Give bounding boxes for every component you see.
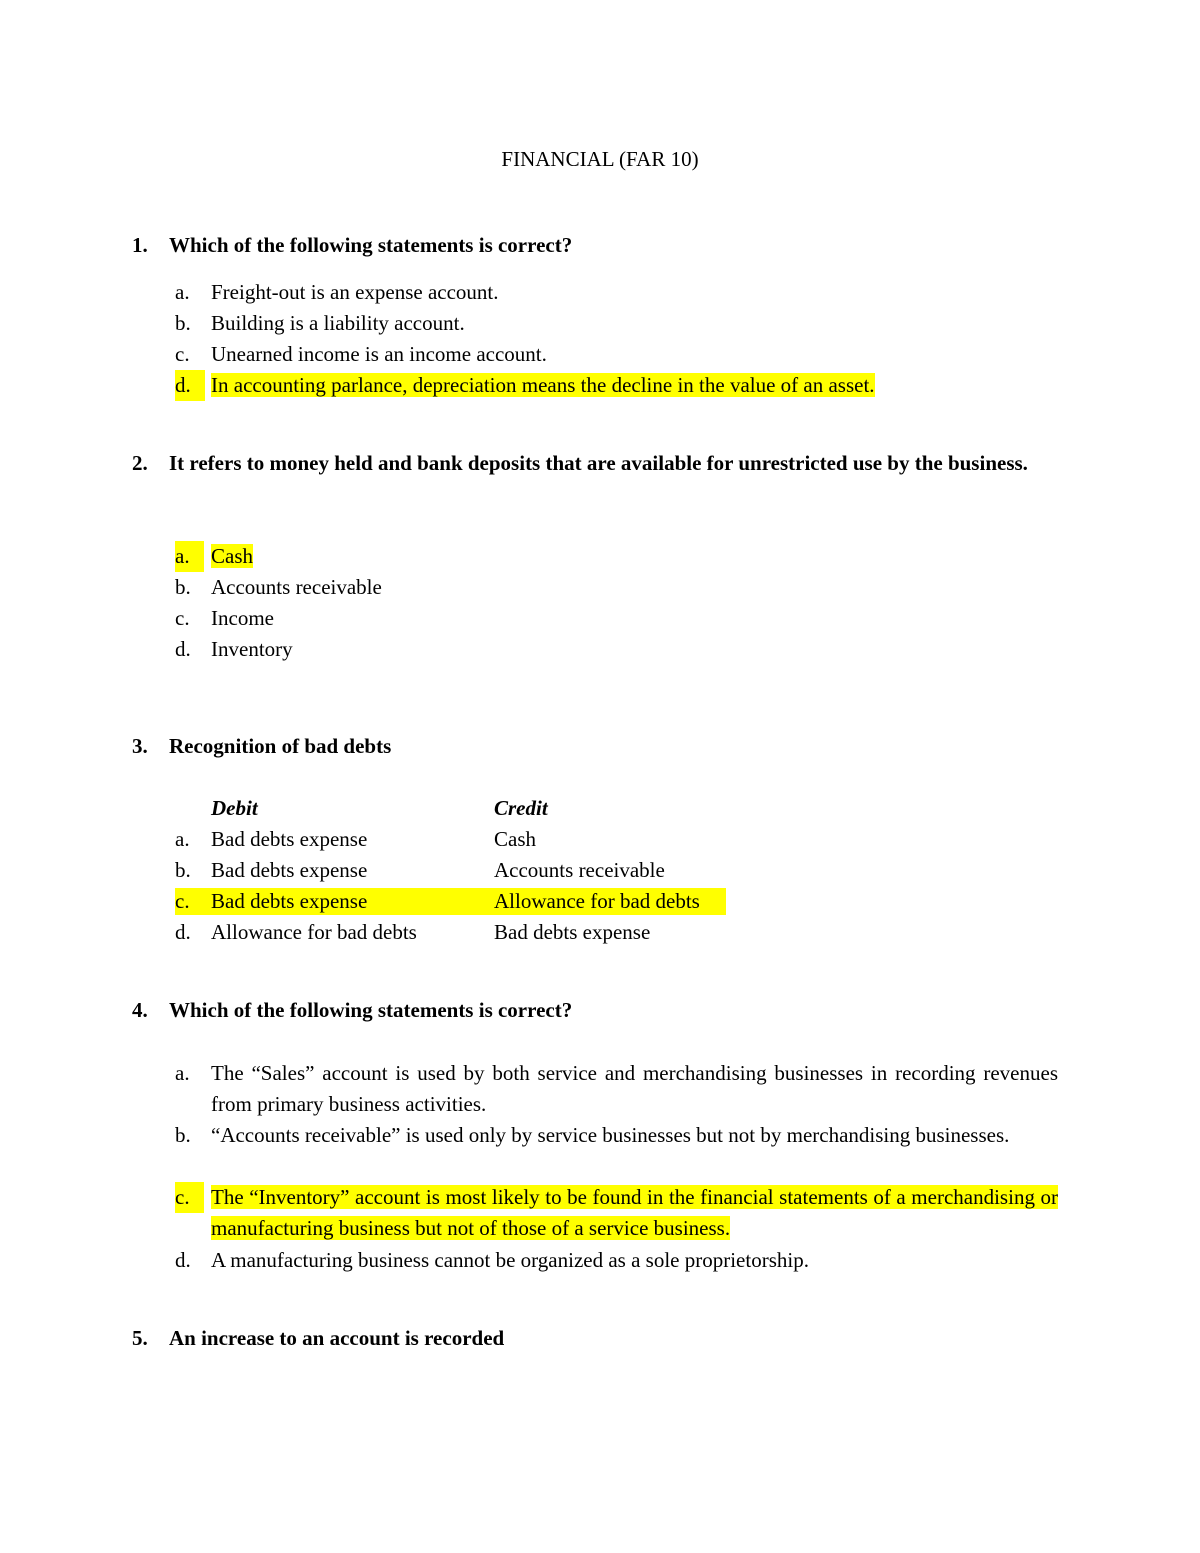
q4-option-d bbox=[175, 1245, 1058, 1276]
q1-option-a bbox=[175, 277, 1058, 308]
option-letter: b. bbox=[175, 575, 191, 599]
option-letter: c. bbox=[175, 606, 190, 630]
question-text: It refers to money held and bank deposits that are available for unrestricted use by the business. bbox=[169, 451, 1028, 475]
debit-cell: Bad debts expense bbox=[211, 889, 368, 913]
q4-option-a bbox=[175, 1058, 1058, 1120]
question-text: Which of the following statements is correct? bbox=[169, 998, 573, 1022]
option-letter: d. bbox=[175, 1248, 191, 1272]
question-text: An increase to an account is recorded bbox=[169, 1326, 505, 1350]
option-text: Unearned income is an income account. bbox=[211, 342, 547, 366]
question-5 bbox=[132, 1323, 1058, 1354]
option-text: Income bbox=[211, 606, 274, 630]
option-text: Freight-out is an expense account. bbox=[211, 280, 499, 304]
question-2 bbox=[132, 448, 1058, 479]
option-text: Building is a liability account. bbox=[211, 311, 465, 335]
option-letter: c. bbox=[175, 342, 190, 366]
q2-option-a-correct bbox=[175, 541, 1058, 572]
q1-option-c bbox=[175, 339, 1058, 370]
option-text-highlighted: Cash bbox=[211, 544, 253, 568]
debit-header: Debit bbox=[211, 796, 258, 820]
option-letter: c. bbox=[175, 889, 190, 913]
credit-cell: Bad debts expense bbox=[494, 920, 651, 944]
option-text: “Accounts receivable” is used only by service businesses but not by merchandising businesses. bbox=[211, 1123, 1010, 1147]
credit-cell: Cash bbox=[494, 827, 536, 851]
q3-option-a bbox=[175, 824, 1058, 855]
option-letter: b. bbox=[175, 311, 191, 335]
option-letter: a. bbox=[175, 280, 190, 304]
question-number: 5. bbox=[132, 1326, 148, 1350]
option-letter: a. bbox=[175, 827, 190, 851]
option-letter: b. bbox=[175, 1123, 191, 1147]
question-3 bbox=[132, 731, 1058, 762]
option-text: Accounts receivable bbox=[211, 575, 382, 599]
question-number: 4. bbox=[132, 998, 148, 1022]
option-text: Inventory bbox=[211, 637, 293, 661]
option-text: A manufacturing business cannot be organized as a sole proprietorship. bbox=[211, 1248, 809, 1272]
q4-option-b bbox=[175, 1120, 1058, 1151]
question-text: Which of the following statements is correct? bbox=[169, 233, 573, 257]
q2-option-b bbox=[175, 572, 1058, 603]
document-title: FINANCIAL (FAR 10) bbox=[501, 147, 699, 171]
option-letter: a. bbox=[175, 541, 204, 572]
question-number: 1. bbox=[132, 233, 148, 257]
option-letter: d. bbox=[175, 637, 191, 661]
question-4 bbox=[132, 995, 1058, 1026]
q1-option-d-correct bbox=[175, 370, 1058, 401]
option-letter: c. bbox=[175, 1182, 204, 1213]
q2-option-d bbox=[175, 634, 1058, 665]
credit-cell: Allowance for bad debts bbox=[494, 889, 700, 913]
q4-option-c-correct bbox=[175, 1182, 1058, 1244]
question-number: 3. bbox=[132, 734, 148, 758]
debit-cell: Bad debts expense bbox=[211, 827, 368, 851]
option-letter: a. bbox=[175, 1061, 190, 1085]
option-letter: d. bbox=[175, 370, 205, 401]
credit-header: Credit bbox=[494, 796, 548, 820]
question-1 bbox=[132, 230, 1058, 261]
option-letter: d. bbox=[175, 920, 191, 944]
q1-option-b bbox=[175, 308, 1058, 339]
debit-cell: Bad debts expense bbox=[211, 858, 368, 882]
question-number: 2. bbox=[132, 451, 148, 475]
option-text-highlighted: In accounting parlance, depreciation means the decline in the value of an asset. bbox=[211, 373, 875, 397]
credit-cell: Accounts receivable bbox=[494, 858, 665, 882]
option-text-highlighted: The “Inventory” account is most likely to be found in the financial statements of a merchandising or manufacturing business but not of those of a service business. bbox=[211, 1185, 1058, 1240]
option-letter: b. bbox=[175, 858, 191, 882]
q2-option-c bbox=[175, 603, 1058, 634]
debit-cell: Allowance for bad debts bbox=[211, 920, 417, 944]
option-text: The “Sales” account is used by both service and merchandising businesses in recording revenues from primary business activities. bbox=[211, 1061, 1058, 1116]
question-text: Recognition of bad debts bbox=[169, 734, 392, 758]
